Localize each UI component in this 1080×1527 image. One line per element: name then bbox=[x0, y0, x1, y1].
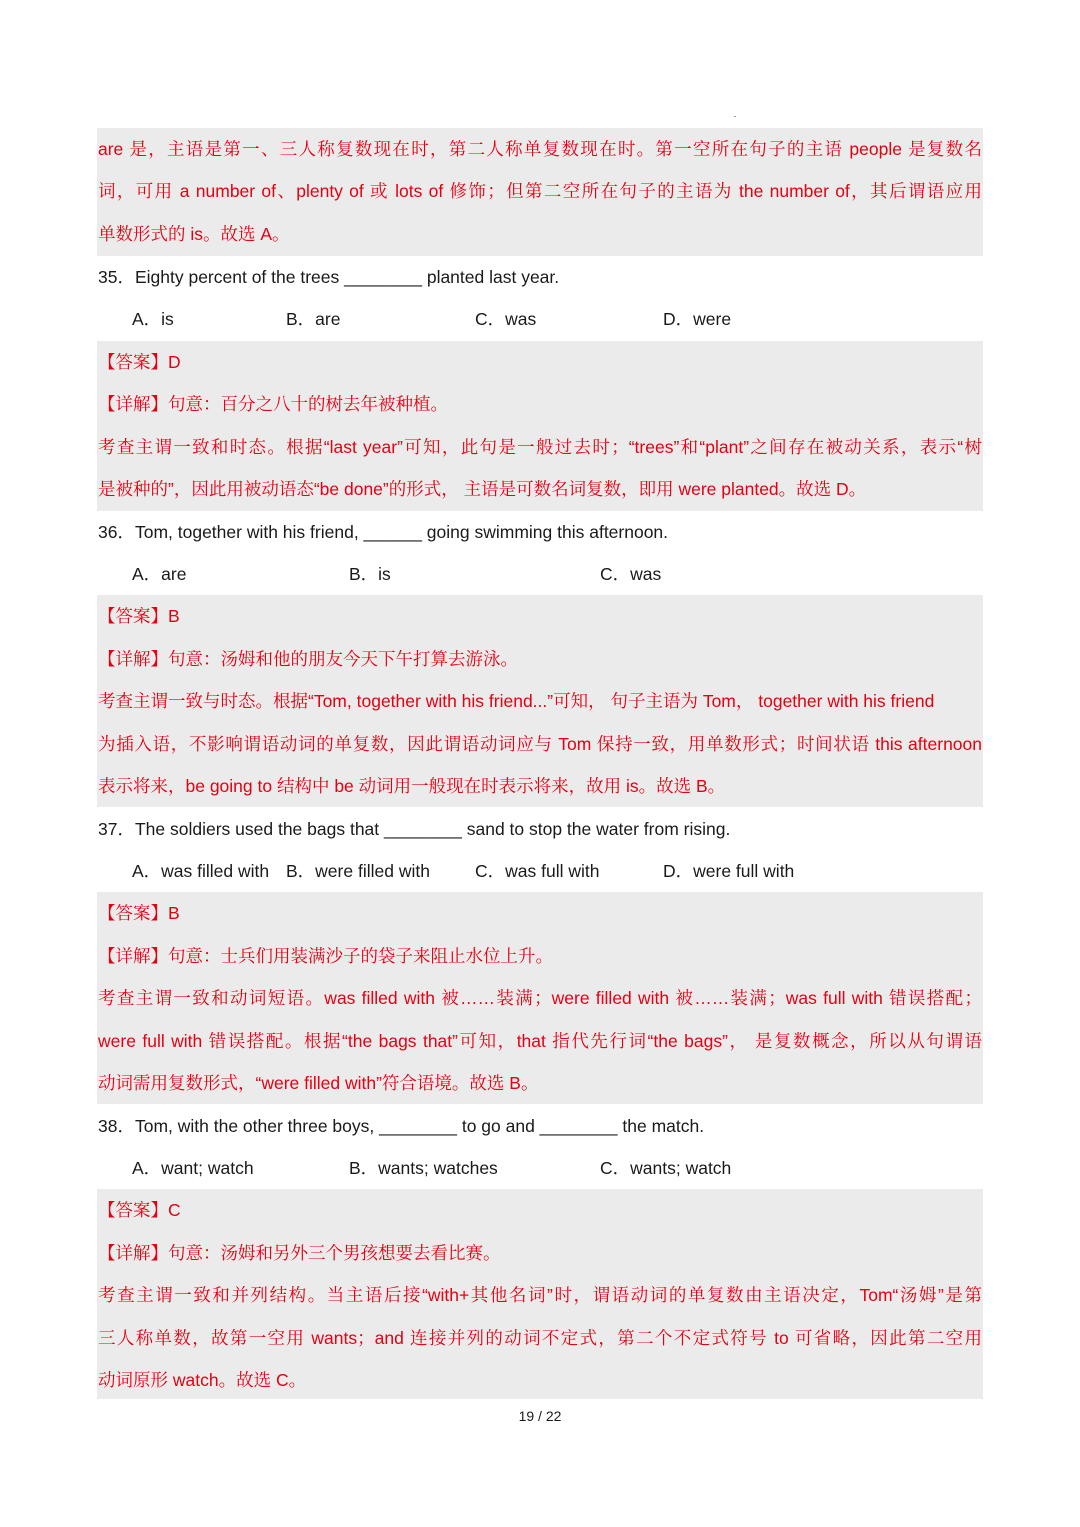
q38-explain-head: 【详解】句意：汤姆和另外三个男孩想要去看比赛。 bbox=[98, 1243, 501, 1263]
q37-explain-line: 动词需用复数形式，“were filled with”符合语境。故选 B。 bbox=[98, 1073, 539, 1093]
q35-answer: 【答案】D bbox=[98, 352, 181, 372]
q36-answer: 【答案】B bbox=[98, 606, 180, 626]
q38-answer: 【答案】C bbox=[98, 1200, 181, 1220]
q37-explain-line: were full with 错误搭配。根据“the bags that”可知，that 指代先行词“the bags”， 是复数概念，所以从句谓语 bbox=[98, 1031, 982, 1051]
q35-option-b: B．are bbox=[286, 309, 341, 329]
q37-answer: 【答案】B bbox=[98, 903, 180, 923]
intro-line: are 是，主语是第一、三人称复数现在时，第二人称单复数现在时。第一空所在句子的主语 people 是复数名 bbox=[98, 139, 982, 159]
q35-explain-line: 考查主谓一致和时态。根据“last year”可知，此句是一般过去时；“trees”和“plant”之间存在被动关系，表示“树 bbox=[98, 437, 982, 457]
intro-line: 词，可用 a number of、plenty of 或 lots of 修饰；但第二空所在句子的主语为 the number of，其后谓语应用 bbox=[98, 181, 982, 201]
q37-option-a: A．was filled with bbox=[132, 861, 270, 881]
q37-option-d: D．were full with bbox=[663, 861, 795, 881]
q38-explain-line: 考查主谓一致和并列结构。当主语后接“with+其他名词”时，谓语动词的单复数由主语决定，Tom“汤姆”是第 bbox=[98, 1285, 982, 1305]
q36-explain-line: 考查主谓一致与时态。根据“Tom, together with his friend...”可知， 句子主语为 Tom， together with his friend bbox=[98, 691, 935, 711]
q37-option-c: C．was full with bbox=[475, 861, 600, 881]
question-37-stem: 37．The soldiers used the bags that ________ sand to stop the water from rising. bbox=[98, 819, 731, 839]
q35-option-d: D．were bbox=[663, 309, 732, 329]
scan-mark bbox=[734, 116, 736, 117]
q38-explain-line: 动词原形 watch。故选 C。 bbox=[98, 1370, 307, 1390]
q35-explain-head: 【详解】句意：百分之八十的树去年被种植。 bbox=[98, 394, 448, 414]
question-36-stem: 36．Tom, together with his friend, ______ going swimming this afternoon. bbox=[98, 522, 669, 542]
page-number: 19 / 22 bbox=[518, 1408, 562, 1424]
q36-option-c: C．was bbox=[600, 564, 662, 584]
q36-explain-line: 为插入语，不影响谓语动词的单复数，因此谓语动词应与 Tom 保持一致，用单数形式；时间状语 this afternoon bbox=[98, 734, 982, 754]
q36-option-b: B．is bbox=[349, 564, 391, 584]
q38-option-a: A．want; watch bbox=[132, 1158, 254, 1178]
q38-explain-line: 三人称单数，故第一空用 wants；and 连接并列的动词不定式，第二个不定式符号 to 可省略，因此第二空用 bbox=[98, 1328, 982, 1348]
q35-option-c: C．was bbox=[475, 309, 537, 329]
q36-explain-line: 表示将来，be going to 结构中 be 动词用一般现在时表示将来，故用 is。故选 B。 bbox=[98, 776, 726, 796]
question-38-stem: 38．Tom, with the other three boys, ________ to go and ________ the match. bbox=[98, 1116, 705, 1136]
q37-explain-line: 考查主谓一致和动词短语。was filled with 被……装满；were filled with 被……装满；was full with 错误搭配； bbox=[98, 988, 982, 1008]
q38-option-b: B．wants; watches bbox=[349, 1158, 498, 1178]
intro-line: 单数形式的 is。故选 A。 bbox=[98, 224, 290, 244]
q35-option-a: A．is bbox=[132, 309, 174, 329]
q36-explain-head: 【详解】句意：汤姆和他的朋友今天下午打算去游泳。 bbox=[98, 649, 518, 669]
q37-option-b: B．were filled with bbox=[286, 861, 430, 881]
q36-option-a: A．are bbox=[132, 564, 187, 584]
q38-option-c: C．wants; watch bbox=[600, 1158, 732, 1178]
question-35-stem: 35．Eighty percent of the trees ________ planted last year. bbox=[98, 267, 560, 287]
q37-explain-head: 【详解】句意：士兵们用装满沙子的袋子来阻止水位上升。 bbox=[98, 946, 553, 966]
q35-explain-line: 是被种的”，因此用被动语态“be done”的形式， 主语是可数名词复数，即用 were planted。故选 D。 bbox=[98, 479, 867, 499]
